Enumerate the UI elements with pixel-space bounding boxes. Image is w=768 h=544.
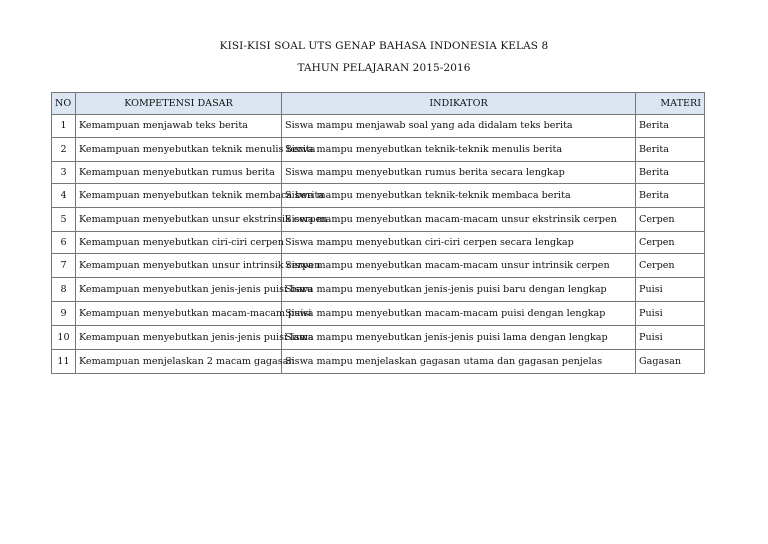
row-kompetensi: Kemampuan menjelaskan 2 macam gagasan [76,350,282,374]
row-no: 3 [52,162,76,184]
row-no: 6 [52,232,76,254]
document-subtitle: TAHUN PELAJARAN 2015-2016 [297,62,471,74]
row-materi: Cerpen [636,254,705,278]
header-no: NO [52,93,76,115]
row-materi: Gagasan [636,350,705,374]
header-materi: MATERI [636,93,705,115]
row-kompetensi: Kemampuan menyebutkan teknik membaca berita [76,184,282,208]
row-kompetensi: Kemampuan menyebutkan macam-macam puisi [76,302,282,326]
row-kompetensi: Kemampuan menyebutkan rumus berita [76,162,282,184]
row-no: 8 [52,278,76,302]
table-row [52,208,705,232]
table-row [52,138,705,162]
table-row [52,115,705,138]
table-header-row [52,93,705,115]
row-indikator: Siswa mampu menyebutkan macam-macam puisi dengan lengkap [282,302,636,326]
row-indikator: Siswa mampu menyebutkan macam-macam unsur ekstrinsik cerpen [282,208,636,232]
row-materi: Berita [636,162,705,184]
row-no: 7 [52,254,76,278]
row-no: 4 [52,184,76,208]
table-row [52,184,705,208]
row-materi: Puisi [636,278,705,302]
row-indikator: Siswa mampu menyebutkan ciri-ciri cerpen secara lengkap [282,232,636,254]
row-kompetensi: Kemampuan menyebutkan unsur intrinsik cerpen [76,254,282,278]
row-no: 11 [52,350,76,374]
row-materi: Berita [636,115,705,138]
row-indikator: Siswa mampu menjawab soal yang ada didalam teks berita [282,115,636,138]
table-row [52,162,705,184]
row-materi: Berita [636,138,705,162]
table-row [52,302,705,326]
row-kompetensi: Kemampuan menyebutkan unsur ekstrinsik cerpen [76,208,282,232]
row-no: 2 [52,138,76,162]
table-row [52,350,705,374]
row-indikator: Siswa mampu menyebutkan jenis-jenis puisi baru dengan lengkap [282,278,636,302]
table-row [52,254,705,278]
kisi-kisi-table [51,92,705,374]
row-no: 9 [52,302,76,326]
header-kompetensi-dasar: KOMPETENSI DASAR [76,93,282,115]
header-indikator: INDIKATOR [282,93,636,115]
row-kompetensi: Kemampuan menjawab teks berita [76,115,282,138]
row-materi: Berita [636,184,705,208]
row-indikator: Siswa mampu menyebutkan macam-macam unsur intrinsik cerpen [282,254,636,278]
row-indikator: Siswa mampu menyebutkan jenis-jenis puisi lama dengan lengkap [282,326,636,350]
document-title: KISI-KISI SOAL UTS GENAP BAHASA INDONESIA KELAS 8 [219,40,549,52]
row-no: 10 [52,326,76,350]
row-indikator: Siswa mampu menjelaskan gagasan utama dan gagasan penjelas [282,350,636,374]
row-indikator: Siswa mampu menyebutkan rumus berita secara lengkap [282,162,636,184]
row-indikator: Siswa mampu menyebutkan teknik-teknik membaca berita [282,184,636,208]
row-no: 5 [52,208,76,232]
table-row [52,278,705,302]
row-materi: Puisi [636,302,705,326]
row-kompetensi: Kemampuan menyebutkan ciri-ciri cerpen [76,232,282,254]
table-row [52,232,705,254]
row-materi: Cerpen [636,232,705,254]
row-no: 1 [52,115,76,138]
row-indikator: Siswa mampu menyebutkan teknik-teknik menulis berita [282,138,636,162]
table-row [52,326,705,350]
row-kompetensi: Kemampuan menyebutkan jenis-jenis puisi lama [76,326,282,350]
row-materi: Cerpen [636,208,705,232]
row-kompetensi: Kemampuan menyebutkan jenis-jenis puisi baru [76,278,282,302]
row-materi: Puisi [636,326,705,350]
row-kompetensi: Kemampuan menyebutkan teknik menulis berita [76,138,282,162]
